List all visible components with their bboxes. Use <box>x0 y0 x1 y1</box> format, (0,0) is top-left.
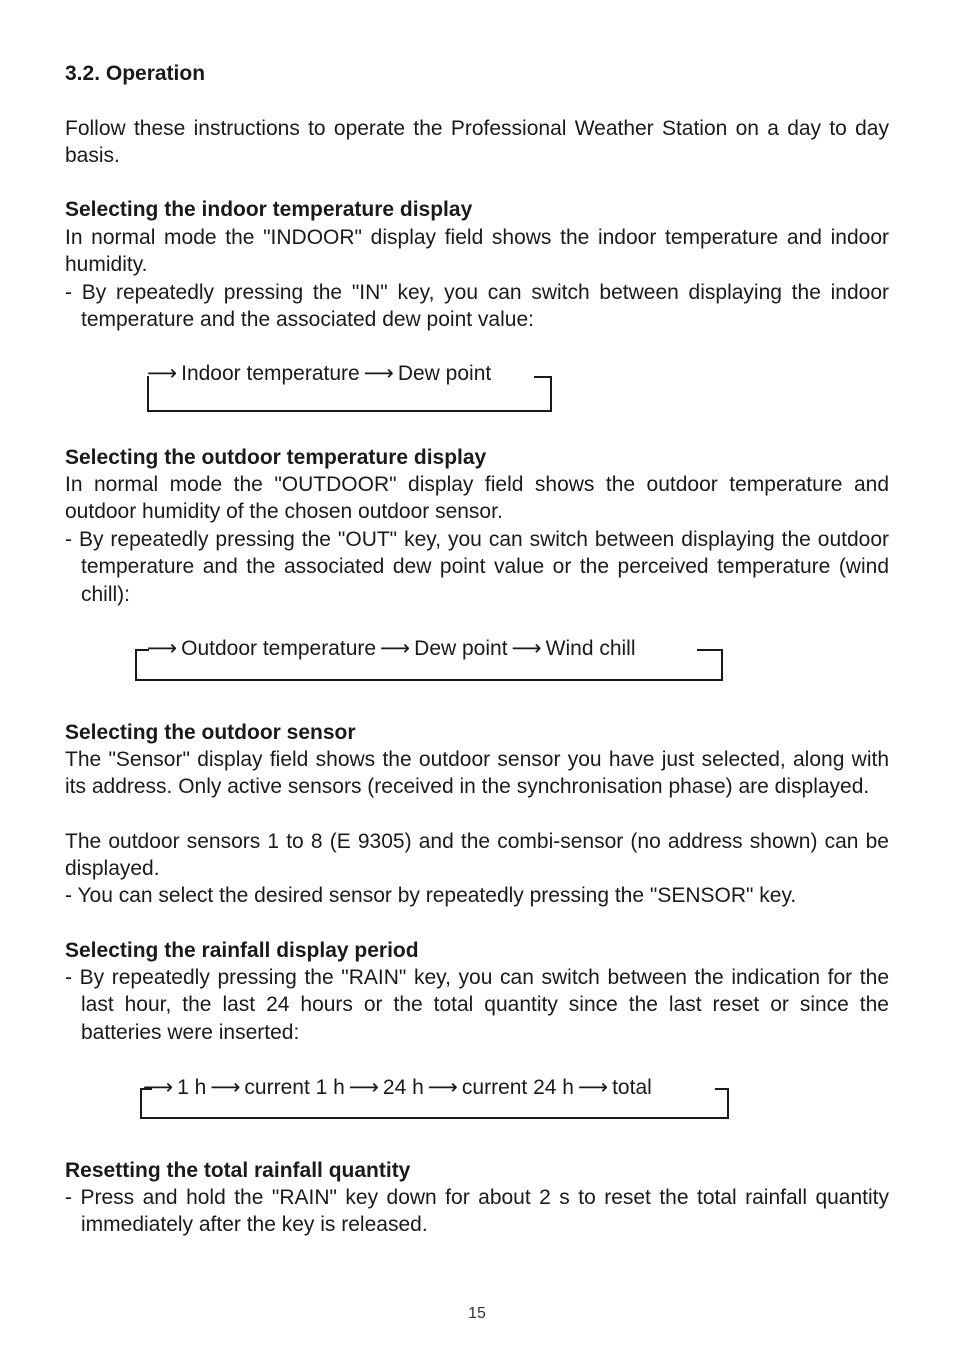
arrow-right-icon: ⟶ <box>363 362 394 385</box>
rainfall-bullet: - By repeatedly pressing the "RAIN" key, you can switch between the indication for the last hour, the last 24 hours or the total quantity since the last reset or since the batteries were inserted: <box>65 966 889 1044</box>
cycle-loop-stub <box>715 1088 729 1090</box>
arrow-right-icon: ⟶ <box>577 1076 609 1099</box>
sensor-text-2: The outdoor sensors 1 to 8 (E 9305) and the combi-sensor (no address shown) can be displayed. <box>65 830 889 881</box>
cycle-item: Dew point <box>414 637 508 660</box>
cycle-loop-stub <box>534 376 552 378</box>
indoor-bullet: - By repeatedly pressing the "IN" key, you can switch between displaying the indoor temperature and the associated dew point value: <box>65 281 889 332</box>
page-number: 15 <box>468 1305 486 1322</box>
cycle-item: 1 h <box>177 1076 207 1099</box>
sensor-heading: Selecting the outdoor sensor <box>65 721 356 744</box>
cycle-loop-stub <box>697 649 723 651</box>
reset-bullet: - Press and hold the "RAIN" key down for about 2 s to reset the total rainfall quantity immediately after the key is released. <box>65 1186 889 1237</box>
arrow-right-icon: ⟶ <box>348 1076 379 1099</box>
arrow-right-icon: ⟶ <box>147 637 178 660</box>
cycle-item: Indoor temperature <box>181 362 360 385</box>
arrow-right-icon: ⟶ <box>210 1076 241 1099</box>
cycle-item: Dew point <box>397 362 492 385</box>
outdoor-heading: Selecting the outdoor temperature display <box>65 446 487 469</box>
reset-heading: Resetting the total rainfall quantity <box>65 1159 411 1182</box>
arrow-right-icon: ⟶ <box>147 362 178 385</box>
intro-paragraph: Follow these instructions to operate the Professional Weather Station on a day to day basis. <box>65 117 889 168</box>
outdoor-bullet: - By repeatedly pressing the "OUT" key, you can switch between displaying the outdoor temperature and the associated dew point value or the perceived temperature (wind chill): <box>65 528 889 606</box>
sensor-text-1: The "Sensor" display field shows the outdoor sensor you have just selected, along with its address. Only active sensors (received in the synchronisation phase) are displayed. <box>65 748 889 799</box>
rainfall-heading: Selecting the rainfall display period <box>65 939 419 962</box>
cycle-item: Outdoor temperature <box>181 637 377 660</box>
indoor-text: In normal mode the "INDOOR" display field shows the indoor temperature and indoor humidity. <box>65 226 889 277</box>
indoor-heading: Selecting the indoor temperature display <box>65 198 473 221</box>
arrow-right-icon: ⟶ <box>511 637 542 660</box>
arrow-right-icon: ⟶ <box>380 637 411 660</box>
sensor-bullet: - You can select the desired sensor by repeatedly pressing the "SENSOR" key. <box>65 884 797 907</box>
cycle-item: 24 h <box>382 1076 424 1099</box>
cycle-labels <box>147 360 491 387</box>
cycle-item: total <box>612 1076 652 1099</box>
arrow-right-icon: ⟶ <box>427 1076 458 1099</box>
cycle-labels <box>147 635 636 662</box>
cycle-item: current 1 h <box>244 1076 345 1099</box>
cycle-item: current 24 h <box>461 1076 574 1099</box>
outdoor-text: In normal mode the "OUTDOOR" display field shows the outdoor temperature and outdoor humidity of the chosen outdoor sensor. <box>65 473 889 524</box>
arrow-right-icon: ⟶ <box>143 1076 174 1099</box>
cycle-labels <box>143 1074 652 1101</box>
cycle-item: Wind chill <box>545 637 636 660</box>
section-title: 3.2. Operation <box>65 62 206 85</box>
